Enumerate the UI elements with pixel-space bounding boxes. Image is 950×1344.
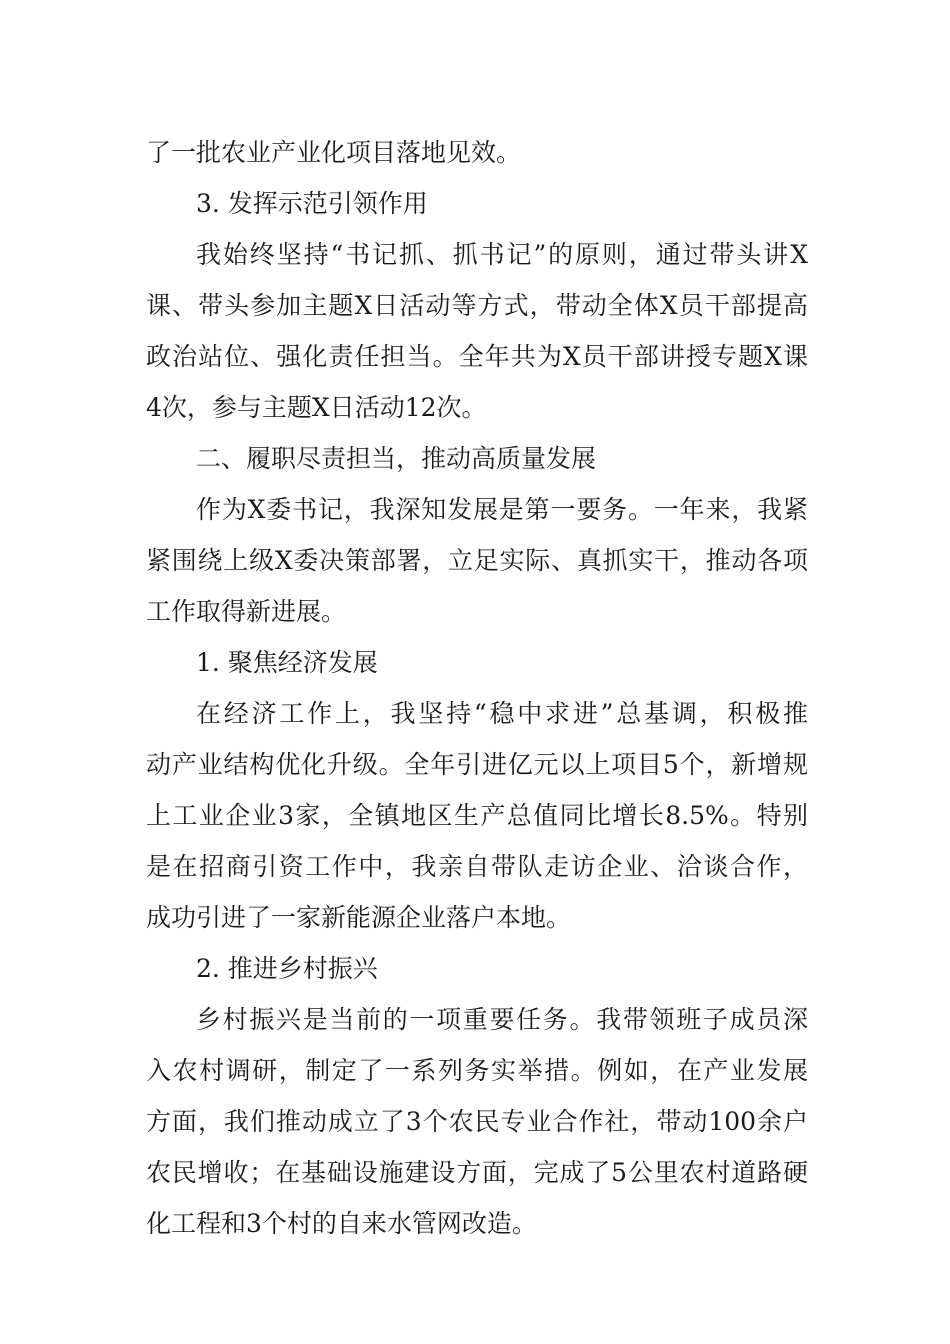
text-line: 成功引进了一家新能源企业落户本地。 [146, 903, 572, 932]
text-line: 政治站位、强化责任担当。全年共为X员干部讲授专题X课 [146, 342, 808, 371]
text-line: 化工程和3个村的自来水管网改造。 [146, 1209, 537, 1238]
section-heading: 2. 推进乡村振兴 [196, 954, 378, 983]
section-heading: 3. 发挥示范引领作用 [196, 189, 428, 218]
document-body [146, 127, 808, 1249]
text-line: 我始终坚持“书记抓、抓书记”的原则，通过带头讲X [196, 240, 808, 269]
section-heading: 1. 聚焦经济发展 [196, 648, 378, 677]
text-line: 方面，我们推动成立了3个农民专业合作社，带动100余户 [146, 1107, 808, 1136]
text-line: 课、带头参加主题X日活动等方式，带动全体X员干部提高 [146, 291, 808, 320]
text-line: 动产业结构优化升级。全年引进亿元以上项目5个，新增规 [146, 750, 808, 779]
text-line: 紧围绕上级X委决策部署，立足实际、真抓实干，推动各项 [146, 546, 808, 575]
text-line: 农民增收；在基础设施建设方面，完成了5公里农村道路硬 [146, 1158, 808, 1187]
text-line: 工作取得新进展。 [146, 597, 347, 626]
text-line: 了一批农业产业化项目落地见效。 [146, 138, 522, 167]
text-line: 4次，参与主题X日活动12次。 [146, 393, 487, 422]
text-line: 在经济工作上，我坚持“稳中求进”总基调，积极推 [196, 699, 808, 728]
text-line: 是在招商引资工作中，我亲自带队走访企业、洽谈合作， [146, 852, 808, 881]
text-line: 上工业企业3家，全镇地区生产总值同比增长8.5%。特别 [146, 801, 808, 830]
text-line: 乡村振兴是当前的一项重要任务。我带领班子成员深 [196, 1005, 808, 1034]
text-line: 作为X委书记，我深知发展是第一要务。一年来，我紧 [196, 495, 808, 524]
text-line: 入农村调研，制定了一系列务实举措。例如，在产业发展 [146, 1056, 808, 1085]
section-heading: 二、履职尽责担当，推动高质量发展 [196, 444, 597, 473]
